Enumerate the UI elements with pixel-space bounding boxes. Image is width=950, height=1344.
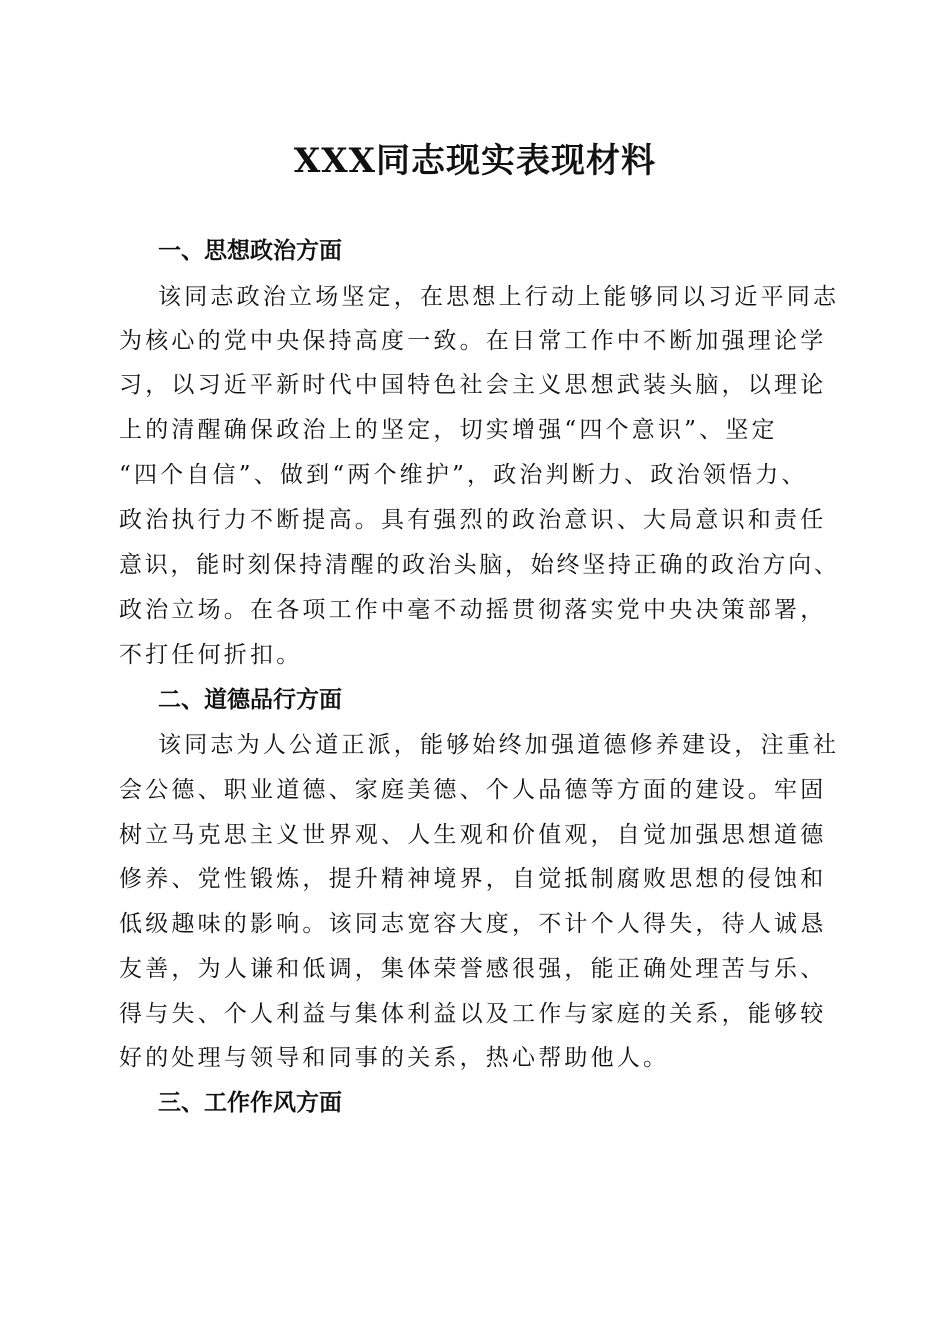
paragraph-line: 低级趣味的影响。该同志宽容大度，不计个人得失，待人诚恳: [119, 911, 827, 937]
paragraph-line: 修养、党性锻炼，提升精神境界，自觉抵制腐败思想的侵蚀和: [119, 866, 827, 892]
paragraph-line: 上的清醒确保政治上的坚定，切实增强“四个意识”、坚定: [119, 417, 778, 443]
paragraph-line: 政治立场。在各项工作中毫不动摇贯彻落实党中央决策部署，: [119, 597, 827, 623]
document-title: XXX同志现实表现材料: [293, 141, 657, 181]
paragraph-line: 该同志政治立场坚定，在思想上行动上能够同以习近平同志: [158, 284, 840, 310]
paragraph-line: 为核心的党中央保持高度一致。在日常工作中不断加强理论学: [119, 328, 827, 354]
section-heading-3: 三、工作作风方面: [158, 1090, 342, 1116]
paragraph-line: 习，以习近平新时代中国特色社会主义思想武装头脑，以理论: [119, 372, 827, 398]
section-heading-1: 一、思想政治方面: [158, 238, 342, 264]
paragraph-line: “四个自信”、做到“两个维护”，政治判断力、政治领悟力、: [119, 462, 808, 488]
paragraph-line: 友善，为人谦和低调，集体荣誉感很强，能正确处理苦与乐、: [119, 956, 827, 982]
paragraph-line: 政治执行力不断提高。具有强烈的政治意识、大局意识和责任: [119, 507, 827, 533]
paragraph-line: 该同志为人公道正派，能够始终加强道德修养建设，注重社: [158, 732, 840, 758]
section-heading-2: 二、道德品行方面: [158, 687, 342, 713]
paragraph-line: 树立马克思主义世界观、人生观和价值观，自觉加强思想道德: [119, 822, 827, 848]
paragraph-line: 得与失、个人利益与集体利益以及工作与家庭的关系，能够较: [119, 1001, 827, 1027]
paragraph-line: 好的处理与领导和同事的关系，热心帮助他人。: [119, 1045, 670, 1071]
paragraph-line: 意识，能时刻保持清醒的政治头脑，始终坚持正确的政治方向、: [119, 552, 840, 578]
paragraph-line: 会公德、职业道德、家庭美德、个人品德等方面的建设。牢固: [119, 777, 827, 803]
paragraph-line: 不打任何折扣。: [119, 642, 303, 668]
